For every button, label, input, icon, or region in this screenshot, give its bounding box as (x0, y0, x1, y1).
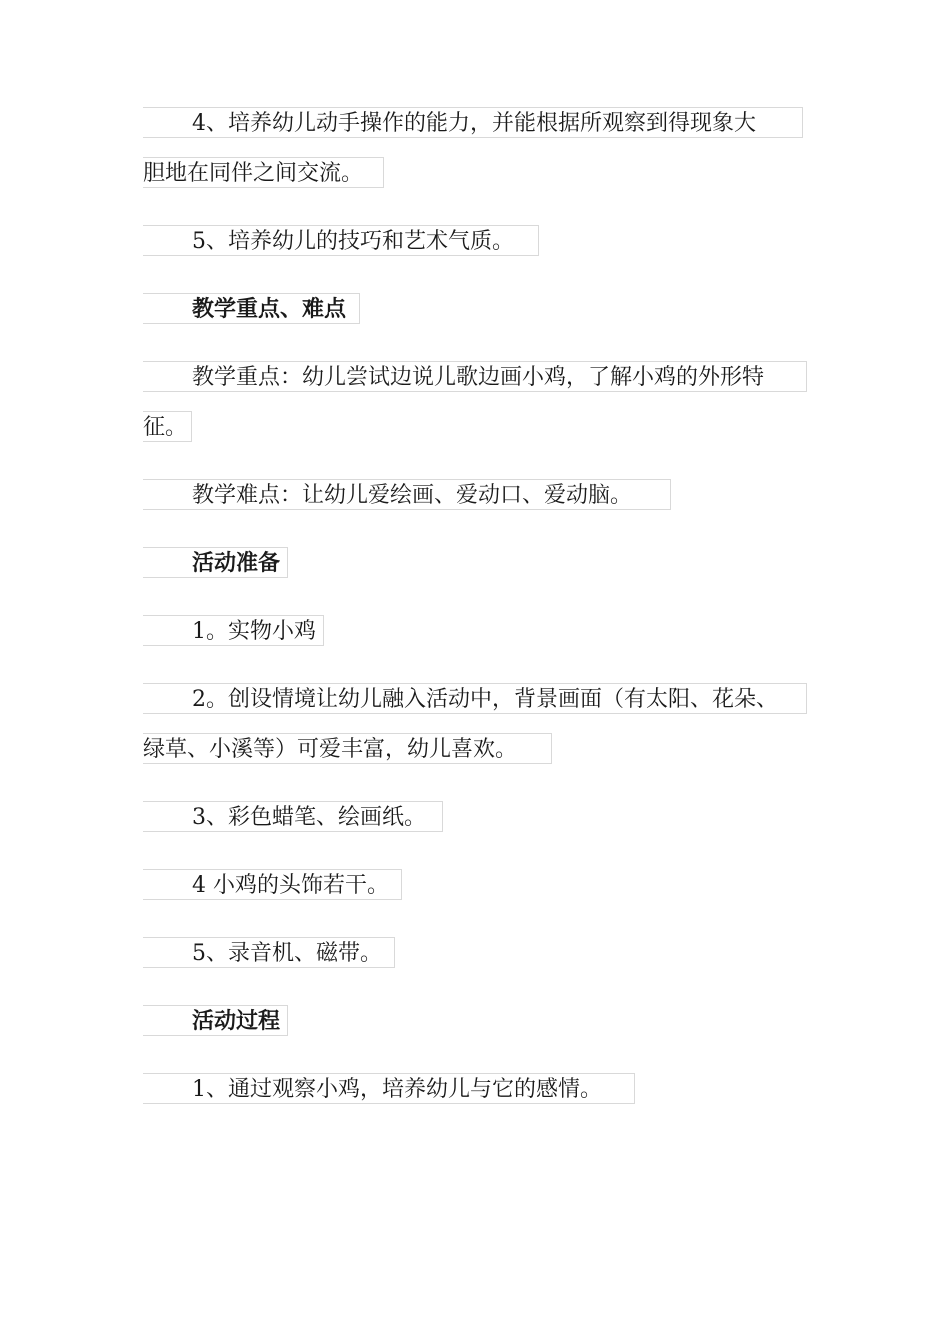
prep-item-5: 5、录音机、磁带。 (143, 937, 395, 968)
goal-5: 5、培养幼儿的技巧和艺术气质。 (143, 225, 539, 256)
difficult-point: 教学难点：让幼儿爱绘画、爱动口、爱动脑。 (143, 479, 671, 510)
prep-item-3: 3、彩色蜡笔、绘画纸。 (143, 801, 443, 832)
prep-item-4: 4 小鸡的头饰若干。 (143, 869, 402, 900)
key-point-line-1: 教学重点：幼儿尝试边说儿歌边画小鸡，了解小鸡的外形特 (143, 361, 807, 392)
prep-item-2-line-1: 2。创设情境让幼儿融入活动中，背景画面（有太阳、花朵、 (143, 683, 807, 714)
section-heading-process: 活动过程 (143, 1005, 288, 1036)
section-heading-preparation: 活动准备 (143, 547, 288, 578)
goal-4-line-2: 胆地在同伴之间交流。 (143, 157, 384, 188)
prep-item-2-line-2: 绿草、小溪等）可爱丰富，幼儿喜欢。 (143, 733, 552, 764)
goal-4-line-1: 4、培养幼儿动手操作的能力，并能根据所观察到得现象大 (143, 107, 803, 138)
process-step-1: 1、通过观察小鸡，培养幼儿与它的感情。 (143, 1073, 635, 1104)
prep-item-1: 1。实物小鸡 (143, 615, 324, 646)
key-point-line-2: 征。 (143, 411, 192, 442)
section-heading-key-points: 教学重点、难点 (143, 293, 360, 324)
